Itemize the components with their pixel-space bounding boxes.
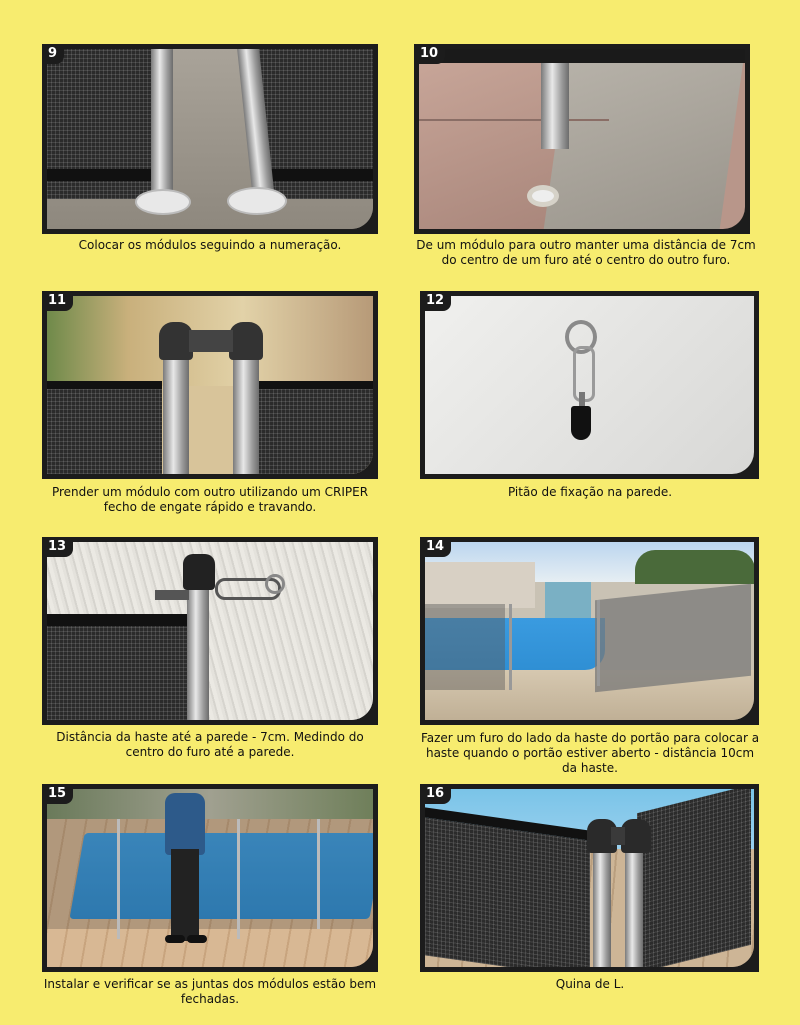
step-10-card (414, 44, 750, 234)
step-10-photo (419, 49, 745, 229)
step-12-caption: Pitão de fixação na parede. (507, 485, 673, 499)
step-13-number: 13 (42, 537, 73, 557)
step-15-card (42, 784, 378, 972)
step-12-photo (425, 296, 754, 474)
step-16-photo (425, 789, 754, 967)
step-9-photo (47, 49, 373, 229)
step-13-photo (47, 542, 373, 720)
step-10-caption: De um módulo para outro manter uma distância de 7cm do centro de um furo até o centro do outro furo. (416, 238, 756, 267)
step-14-caption: Fazer um furo do lado da haste do portão para colocar a haste quando o portão estiver aberto - distância 10cm da haste. (420, 731, 760, 775)
step-14-number: 14 (420, 537, 451, 557)
step-15-number: 15 (42, 784, 73, 804)
step-11-card (42, 291, 378, 479)
step-10-number: 10 (414, 44, 445, 64)
step-11-caption: Prender um módulo com outro utilizando um CRIPER fecho de engate rápido e travando. (51, 485, 369, 514)
step-15-photo (47, 789, 373, 967)
step-16-caption: Quina de L. (555, 977, 625, 991)
step-16-number: 16 (420, 784, 451, 804)
step-12-card (420, 291, 759, 479)
step-16-card (420, 784, 759, 972)
step-9-caption: Colocar os módulos seguindo a numeração. (78, 238, 342, 252)
step-9-number: 9 (42, 44, 64, 64)
step-12-number: 12 (420, 291, 451, 311)
step-13-caption: Distância da haste até a parede - 7cm. Medindo do centro do furo até a parede. (56, 730, 364, 759)
step-14-photo (425, 542, 754, 720)
step-9-card (42, 44, 378, 234)
step-11-photo (47, 296, 373, 474)
step-14-card (420, 537, 759, 725)
step-11-number: 11 (42, 291, 73, 311)
step-15-caption: Instalar e verificar se as juntas dos módulos estão bem fechadas. (43, 977, 377, 1006)
step-13-card (42, 537, 378, 725)
